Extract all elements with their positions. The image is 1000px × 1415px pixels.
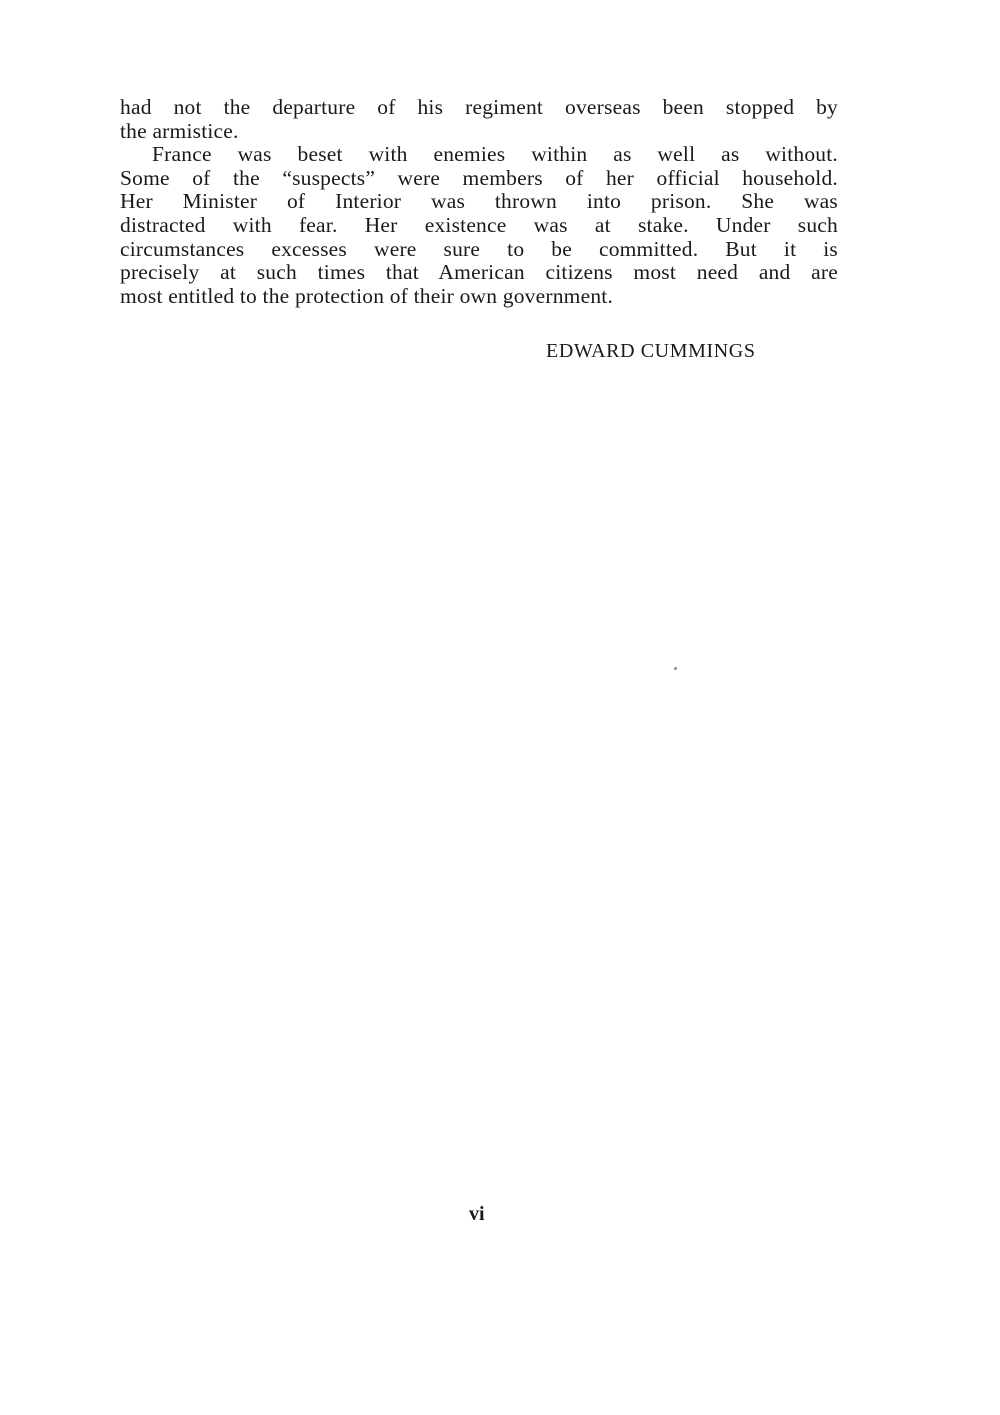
body-text [120, 96, 838, 308]
page-number: vi [469, 1203, 485, 1225]
text-line: circumstances excesses were sure to be committed. But it is [120, 236, 838, 261]
text-line: France was beset with enemies within as well as without. [152, 142, 838, 167]
text-line: precisely at such times that American citizens most need and are [120, 260, 838, 285]
paragraph-1 [120, 96, 838, 143]
print-speck [674, 667, 677, 670]
text-line: distracted with fear. Her existence was at stake. Under such [120, 212, 838, 237]
text-line: Some of the “suspects” were members of her official household. [120, 165, 838, 190]
text-line: Her Minister of Interior was thrown into prison. She was [120, 189, 838, 214]
paragraph-2 [120, 143, 838, 308]
author-signature: EDWARD CUMMINGS [546, 340, 756, 362]
text-line: most entitled to the protection of their own government. [120, 283, 614, 308]
text-line: had not the departure of his regiment overseas been stopped by [120, 95, 838, 119]
text-line: the armistice. [120, 118, 239, 143]
